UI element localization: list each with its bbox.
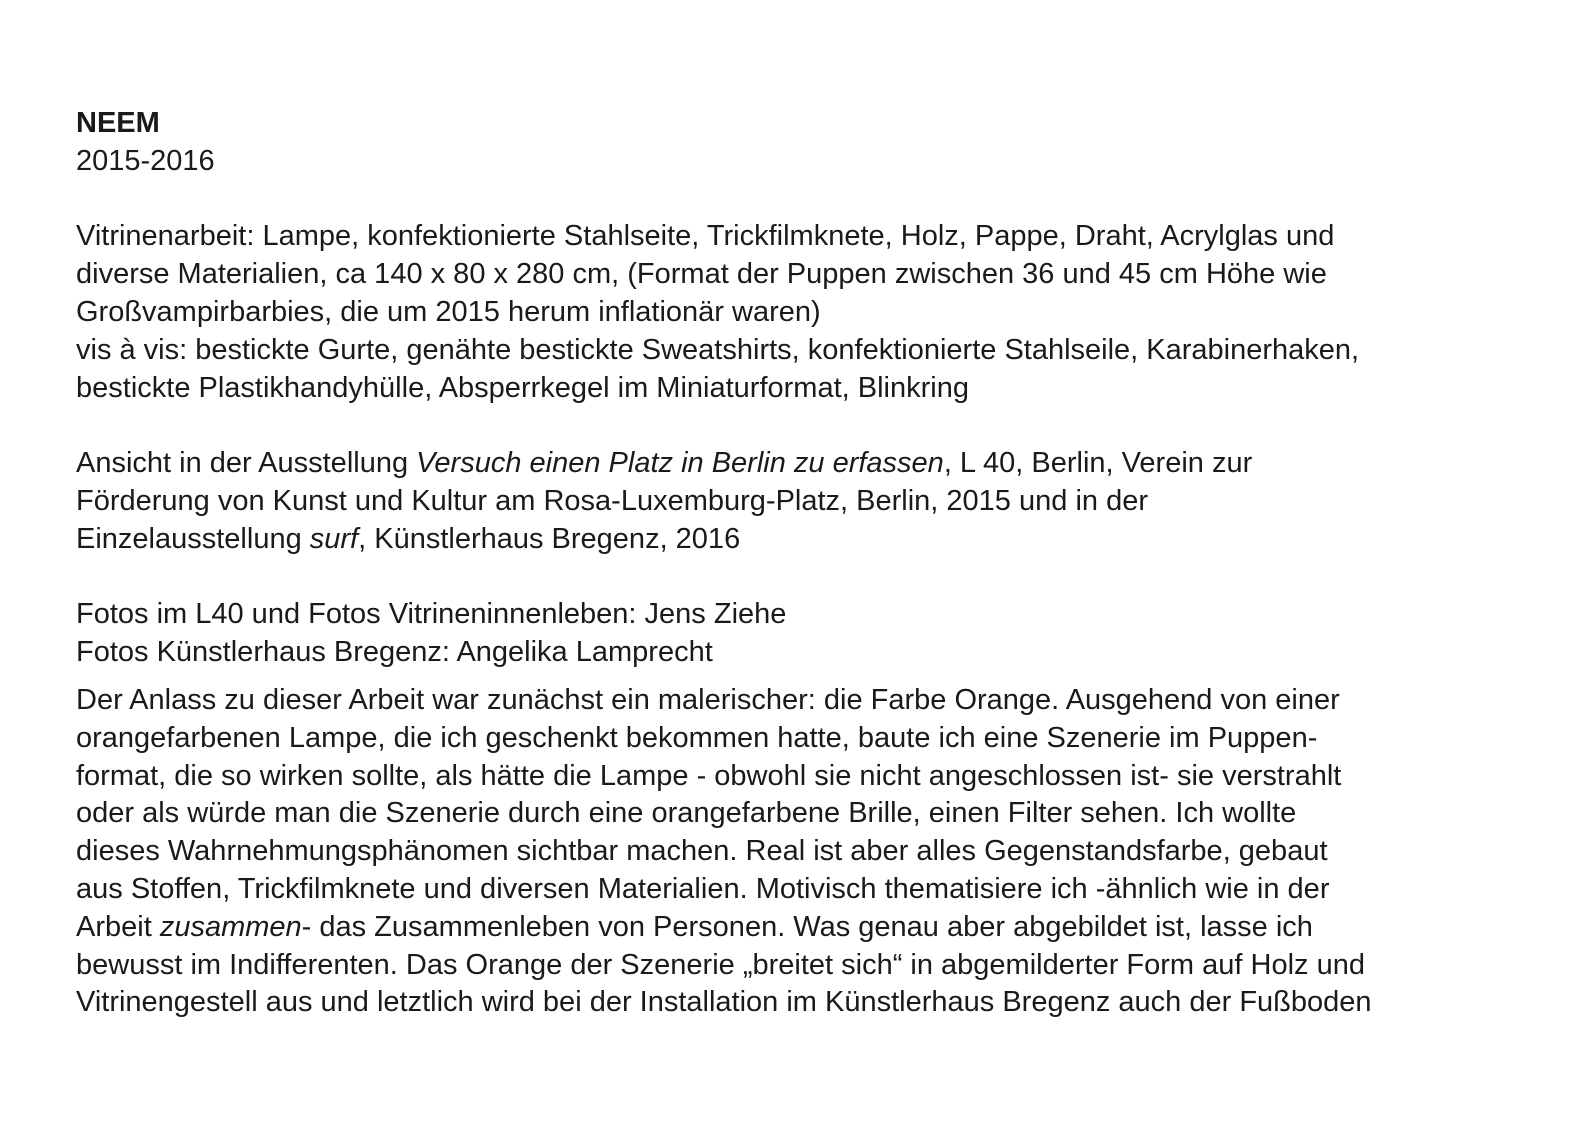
materials-line: diverse Materialien, ca 140 x 80 x 280 cm, (Format der Puppen zwischen 36 und 45 cm Höhe wie	[76, 258, 1327, 291]
spacer	[76, 559, 1566, 597]
materials-line: bestickte Plastikhandyhülle, Absperrkegel im Miniaturformat, Blinkring	[76, 371, 969, 404]
exhibition-title: surf	[309, 522, 359, 555]
description-line: format, die so wirken sollte, als hätte die Lampe - obwohl sie nicht angeschlossen ist- sie verstrahlt	[76, 759, 1342, 792]
description-line: Vitrinengestell aus und letztlich wird bei der Installation im Künstlerhaus Bregenz auch der Fußboden	[76, 986, 1372, 1019]
exhibition-text: Einzelausstellung	[76, 522, 310, 555]
description-line: Der Anlass zu dieser Arbeit war zunächst ein malerischer: die Farbe Orange. Ausgehend von einer	[76, 683, 1340, 716]
exhibition-text: , L 40, Berlin, Verein zur	[943, 447, 1253, 480]
photo-credit: Fotos im L40 und Fotos Vitrineninnenleben: Jens Ziehe	[76, 598, 787, 631]
materials-line: vis à vis: bestickte Gurte, genähte bestickte Sweatshirts, konfektionierte Stahlseile, Karabinerhaken,	[76, 333, 1360, 366]
description-line: bewusst im Indifferenten. Das Orange der Szenerie „breitet sich“ in abgemilderter Form auf Holz und	[76, 948, 1365, 981]
photo-credit: Fotos Künstlerhaus Bregenz: Angelika Lamprecht	[76, 636, 713, 669]
description-line	[76, 909, 1566, 947]
exhibition-block	[76, 445, 1566, 558]
description-text: - das Zusammenleben von Personen. Was genau aber abgebildet ist, lasse ich	[301, 910, 1313, 943]
work-reference: zusammen	[159, 910, 302, 943]
work-title: NEEM	[76, 107, 160, 139]
credits-block	[76, 596, 1566, 672]
spacer	[76, 407, 1566, 445]
spacer	[76, 181, 1566, 219]
description-block	[76, 682, 1566, 1022]
description-text: Arbeit	[76, 910, 160, 943]
exhibition-text: , Künstlerhaus Bregenz, 2016	[358, 522, 741, 555]
document-page	[76, 105, 1566, 1022]
description-line: dieses Wahrnehmungsphänomen sichtbar machen. Real ist aber alles Gegenstandsfarbe, gebaut	[76, 835, 1328, 868]
spacer	[76, 672, 1566, 682]
exhibition-line: Förderung von Kunst und Kultur am Rosa-Luxemburg-Platz, Berlin, 2015 und in der	[76, 484, 1148, 517]
description-line: orangefarbenen Lampe, die ich geschenkt bekommen hatte, baute ich eine Szenerie im Puppen-	[76, 721, 1318, 754]
work-years: 2015-2016	[76, 144, 215, 177]
exhibition-line	[76, 445, 1566, 483]
materials-block	[76, 218, 1566, 407]
exhibition-line	[76, 521, 1566, 559]
exhibition-title: Versuch einen Platz in Berlin zu erfassen	[416, 447, 944, 480]
description-line: aus Stoffen, Trickfilmknete und diversen Materialien. Motivisch thematisiere ich -ähnlich wie in der	[76, 872, 1330, 905]
materials-line: Vitrinenarbeit: Lampe, konfektionierte Stahlseite, Trickfilmknete, Holz, Pappe, Draht, Acrylglas und	[76, 220, 1335, 253]
materials-line: Großvampirbarbies, die um 2015 herum inflationär waren)	[76, 295, 821, 328]
description-line: oder als würde man die Szenerie durch eine orangefarbene Brille, einen Filter sehen. Ich wollte	[76, 797, 1297, 830]
exhibition-text: Ansicht in der Ausstellung	[76, 447, 417, 480]
